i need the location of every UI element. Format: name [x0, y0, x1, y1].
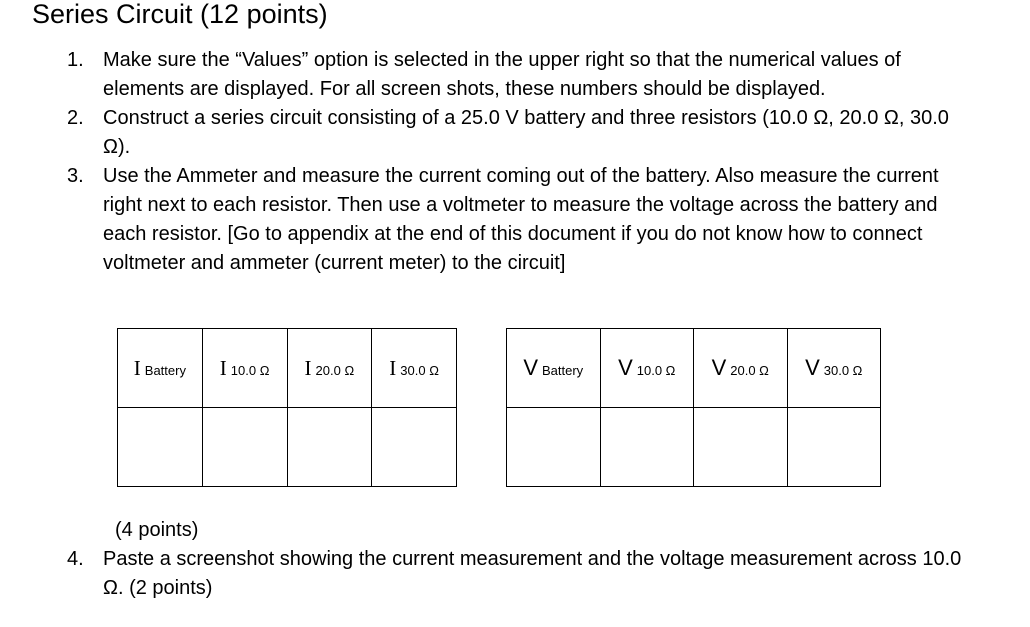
voltage-cell-battery[interactable] [507, 408, 601, 487]
current-header-30-ohm: I 30.0 Ω [372, 329, 457, 408]
instruction-number: 4. [67, 548, 84, 570]
instruction-item [58, 46, 978, 104]
current-table [117, 328, 457, 487]
current-cell-10-ohm[interactable] [202, 408, 287, 487]
current-cell-battery[interactable] [118, 408, 203, 487]
tables-points-note: (4 points) [115, 519, 199, 541]
instruction-item [58, 545, 978, 603]
current-cell-20-ohm[interactable] [287, 408, 372, 487]
current-cell-30-ohm[interactable] [372, 408, 457, 487]
instruction-number: 3. [67, 165, 84, 187]
instruction-text: Make sure the “Values” option is selected in the upper right so that the numerical values of elements are displayed. For all screen shots, these numbers should be displayed. [103, 49, 901, 100]
instruction-number: 2. [67, 107, 84, 129]
current-header-10-ohm: I 10.0 Ω [202, 329, 287, 408]
instruction-list [58, 46, 978, 278]
current-header-battery: I Battery [118, 329, 203, 408]
voltage-cell-30-ohm[interactable] [787, 408, 881, 487]
instruction-text: Use the Ammeter and measure the current coming out of the battery. Also measure the current right next to each resistor. Then use a voltmeter to measure the voltage across the battery and each resistor. [Go to appendix at the end of this document if you do not know how to connect voltmeter and ammeter (current meter) to the circuit] [103, 165, 939, 274]
current-header-20-ohm: I 20.0 Ω [287, 329, 372, 408]
voltage-header-30-ohm: V 30.0 Ω [787, 329, 881, 408]
instruction-item [58, 104, 978, 162]
voltage-header-10-ohm: V 10.0 Ω [600, 329, 694, 408]
instruction-text: Paste a screenshot showing the current measurement and the voltage measurement across 10.0 Ω. (2 points) [103, 548, 962, 599]
instruction-text: Construct a series circuit consisting of a 25.0 V battery and three resistors (10.0 Ω, 20.0 Ω, 30.0 Ω). [103, 107, 949, 158]
instruction-item [58, 162, 978, 278]
page-title: Series Circuit (12 points) [32, 0, 328, 29]
voltage-table [506, 328, 881, 487]
voltage-header-20-ohm: V 20.0 Ω [694, 329, 788, 408]
voltage-header-battery: V Battery [507, 329, 601, 408]
instruction-number: 1. [67, 49, 84, 71]
voltage-cell-20-ohm[interactable] [694, 408, 788, 487]
voltage-cell-10-ohm[interactable] [600, 408, 694, 487]
instruction-list-continued [58, 545, 978, 603]
